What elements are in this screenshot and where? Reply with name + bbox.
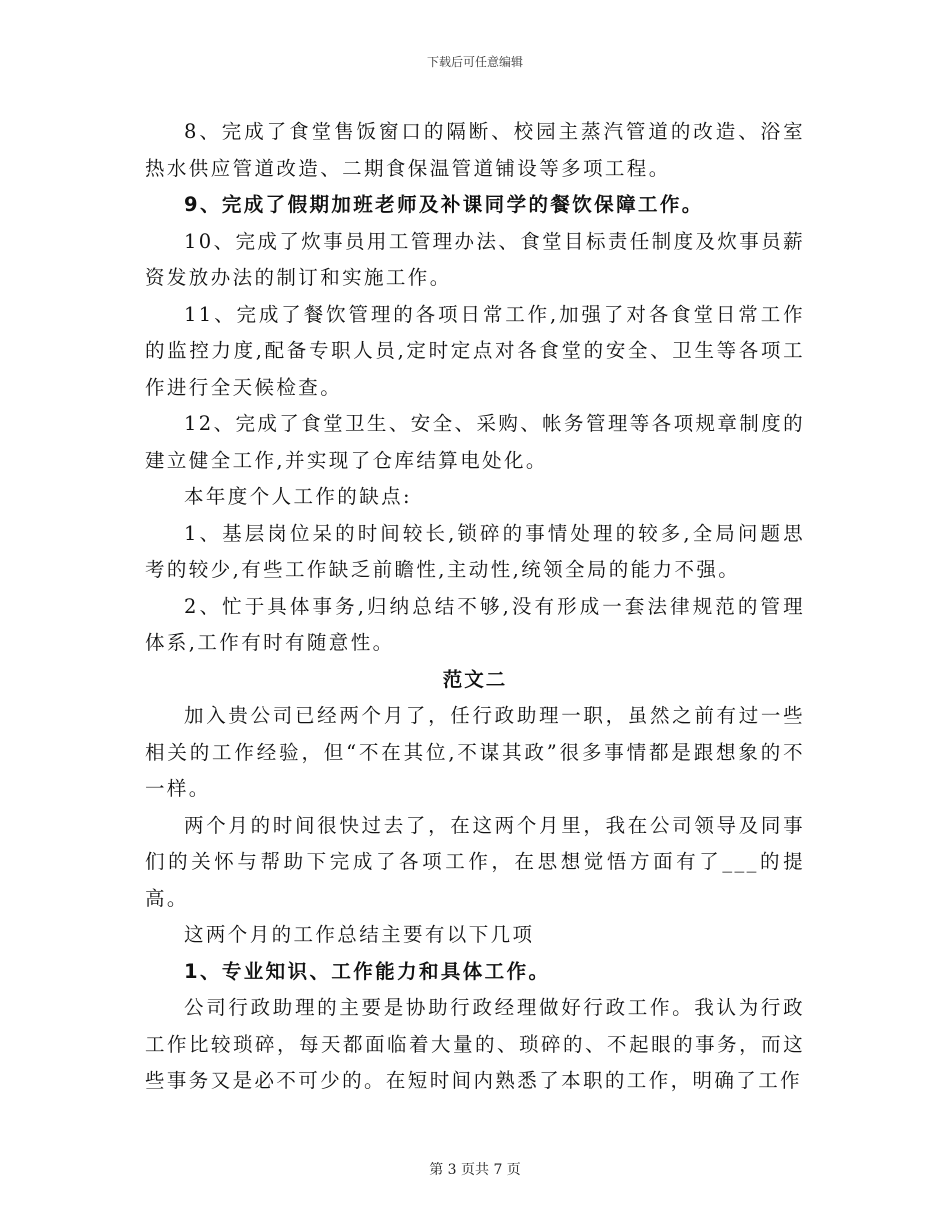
paragraph: 本年度个人工作的缺点:: [184, 485, 412, 508]
paragraph: 2、忙于具体事务,归纳总结不够,没有形成一套法律规范的管理体系,工作有时有随意性。: [145, 594, 805, 654]
paragraph-bold: 9、完成了假期加班老师及补课同学的餐饮保障工作。: [184, 193, 704, 216]
paragraph: 加入贵公司已经两个月了，任行政助理一职，虽然之前有过一些相关的工作经验，但“不在其位,不谋其政”很多事情都是跟想象的不一样。: [145, 704, 805, 800]
paragraph: 这两个月的工作总结主要有以下几项: [184, 923, 535, 946]
paragraph: 11、完成了餐饮管理的各项日常工作,加强了对各食堂日常工作的监控力度,配备专职人员,定时定点对各食堂的安全、卫生等各项工作进行全天候检查。: [145, 302, 805, 399]
section-title: 范文二: [442, 667, 508, 691]
paragraph: 10、完成了炊事员用工管理办法、食堂目标责任制度及炊事员薪资发放办法的制订和实施工作。: [145, 229, 805, 289]
page-footer: 第 3 页共 7 页: [429, 1162, 521, 1178]
paragraph: 两个月的时间很快过去了，在这两个月里，我在公司领导及同事们的关怀与帮助下完成了各项工作，在思想觉悟方面有了___的提高。: [145, 813, 805, 910]
paragraph: 公司行政助理的主要是协助行政经理做好行政工作。我认为行政工作比较琐碎，每天都面临着大量的、琐碎的、不起眼的事务，而这些事务又是必不可少的。在短时间内熟悉了本职的工作，明确了工作: [145, 996, 805, 1092]
paragraph: 1、基层岗位呆的时间较长,锁碎的事情处理的较多,全局问题思考的较少,有些工作缺乏前瞻性,主动性,统领全局的能力不强。: [145, 521, 805, 581]
page-header: 下载后可任意编辑: [426, 55, 523, 69]
paragraph: 8、完成了食堂售饭窗口的隔断、校园主蒸汽管道的改造、浴室热水供应管道改造、二期食保温管道铺设等多项工程。: [145, 120, 805, 180]
paragraph: 12、完成了食堂卫生、安全、采购、帐务管理等各项规章制度的建立健全工作,并实现了仓库结算电处化。: [145, 412, 805, 472]
document-body: [145, 114, 805, 1100]
paragraph-bold: 1、专业知识、工作能力和具体工作。: [184, 959, 551, 983]
